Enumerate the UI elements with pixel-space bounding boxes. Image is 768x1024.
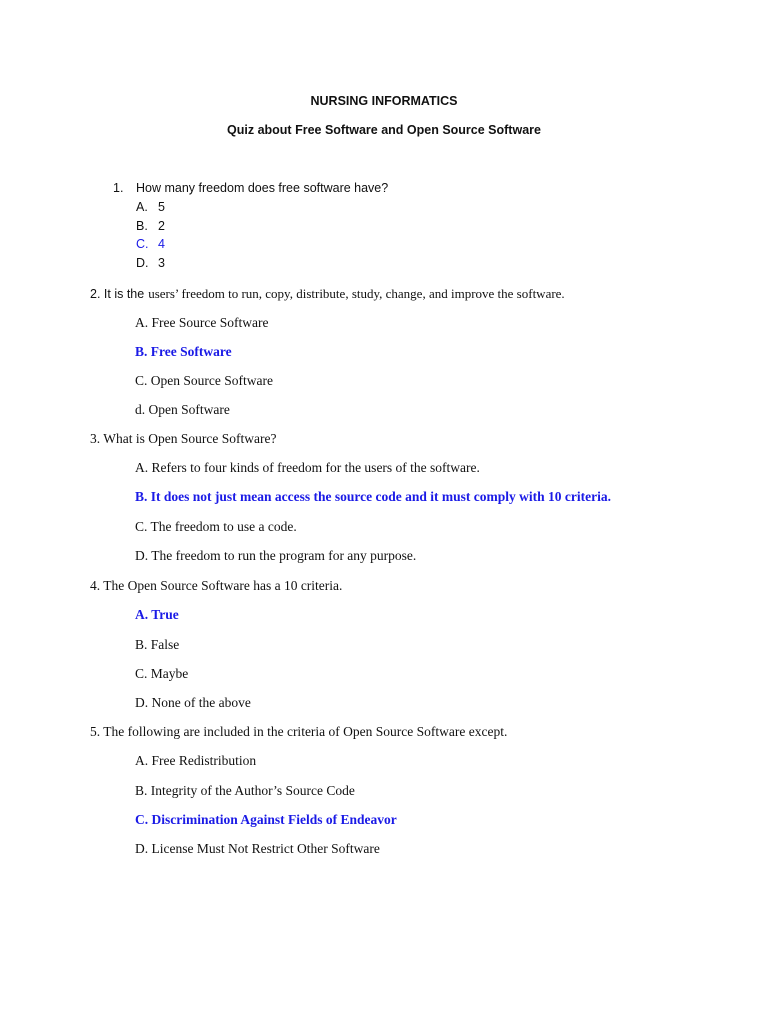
question-text: How many freedom does free software have? bbox=[136, 181, 389, 195]
question-5: 5. The following are included in the criteria of Open Source Software except. bbox=[90, 724, 508, 739]
option-letter: A. bbox=[136, 200, 148, 214]
option-text: 5 bbox=[158, 200, 165, 214]
option-text-answer: 4 bbox=[158, 237, 165, 251]
option-answer: A. True bbox=[135, 607, 179, 622]
option-letter: B. bbox=[136, 219, 148, 233]
question-text: users’ freedom to run, copy, distribute, study, change, and improve the software. bbox=[148, 286, 565, 301]
question-4: 4. The Open Source Software has a 10 criteria. bbox=[90, 578, 343, 593]
option: B. Integrity of the Author’s Source Code bbox=[135, 783, 355, 798]
option-text: 3 bbox=[158, 256, 165, 270]
option: C. The freedom to use a code. bbox=[135, 519, 297, 534]
question-number: 1. bbox=[113, 181, 124, 195]
question-3: 3. What is Open Source Software? bbox=[90, 431, 277, 446]
option-letter-answer: C. bbox=[136, 237, 149, 251]
option-answer: B. Free Software bbox=[135, 344, 232, 359]
option-answer: B. It does not just mean access the source code and it must comply with 10 criteria. bbox=[135, 489, 611, 504]
option-text: 2 bbox=[158, 219, 165, 233]
option: d. Open Software bbox=[135, 402, 230, 417]
option: C. Open Source Software bbox=[135, 373, 273, 388]
option: A. Free Redistribution bbox=[135, 753, 257, 768]
question-prefix: 2. It is the bbox=[90, 287, 145, 301]
option: B. False bbox=[135, 637, 180, 652]
option: D. None of the above bbox=[135, 695, 251, 710]
option: D. License Must Not Restrict Other Software bbox=[135, 841, 380, 856]
document-subtitle: Quiz about Free Software and Open Source Software bbox=[227, 123, 541, 137]
option: D. The freedom to run the program for any purpose. bbox=[135, 548, 417, 563]
question-2 bbox=[90, 285, 565, 303]
document-title: NURSING INFORMATICS bbox=[310, 94, 458, 108]
option: C. Maybe bbox=[135, 666, 189, 681]
option: A. Refers to four kinds of freedom for the users of the software. bbox=[135, 460, 480, 475]
option-answer: C. Discrimination Against Fields of Endeavor bbox=[135, 812, 397, 827]
option-letter: D. bbox=[136, 256, 149, 270]
option: A. Free Source Software bbox=[135, 315, 269, 330]
